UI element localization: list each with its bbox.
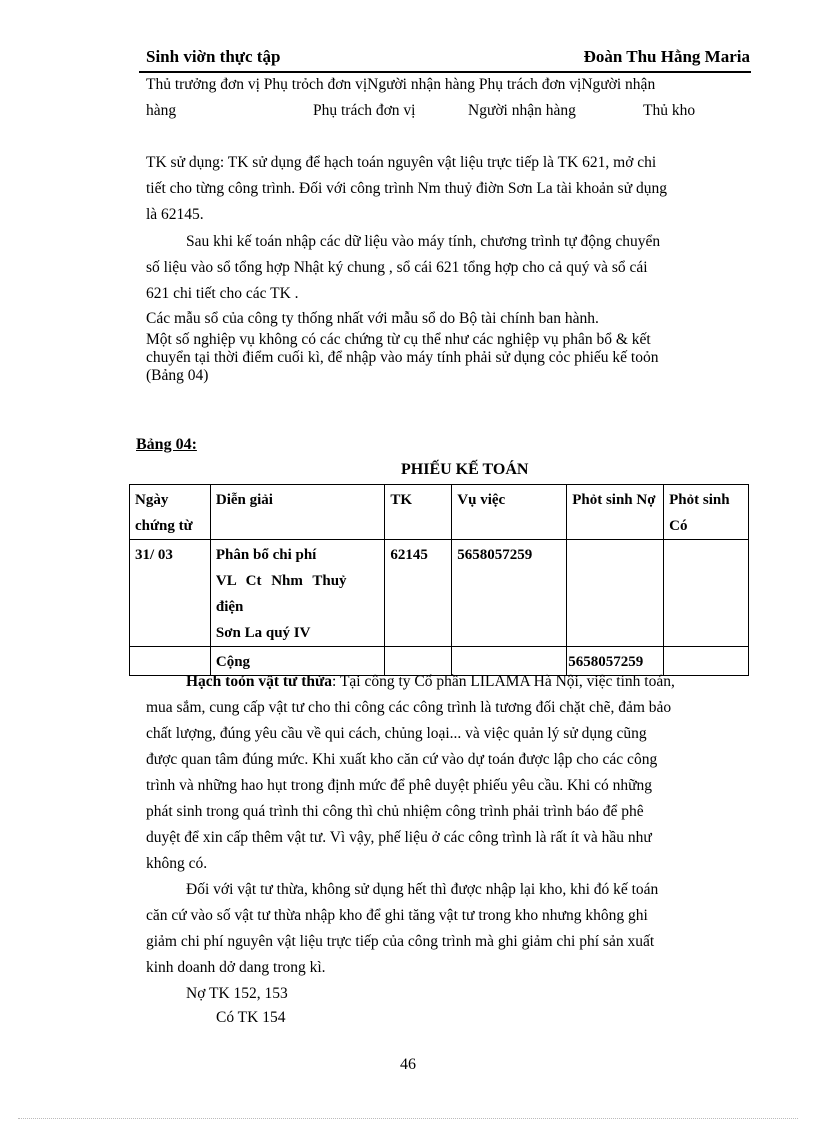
header-account: TK xyxy=(385,485,452,540)
paragraph-import-line-2: số liệu vào sổ tổng hợp Nhật ký chung , sổ cái 621 tổng hợp cho cả quý và sổ cái xyxy=(146,259,648,276)
signature-phu-trach: Phụ trách đơn vị xyxy=(313,102,416,119)
page-number: 46 xyxy=(400,1056,416,1073)
paragraph-import-line-1: Sau khi kế toán nhập các dữ liệu vào máy tính, chương trình tự động chuyển xyxy=(186,233,661,250)
section-surplus-first-rest: : Tại công ty Cổ phần LILAMA Hà Nội, việc tính toán, xyxy=(332,673,675,690)
header-credit: Phỏt sinh Có xyxy=(664,485,749,540)
header-debit: Phỏt sinh Nợ xyxy=(567,485,664,540)
cell-date: 31/ 03 xyxy=(130,540,211,647)
cell-account: 62145 xyxy=(385,540,452,647)
cell-case: 5658057259 xyxy=(452,540,567,647)
signature-line-1: Thủ trưởng đơn vị Phụ trỏch đơn vịNgười nhận hàng Phụ trách đơn vịNgười nhận xyxy=(146,76,656,93)
paragraph-forms: Các mẫu sổ của công ty thống nhất với mẫu sổ do Bộ tài chính ban hành. xyxy=(146,310,599,327)
section-surplus-para2-line: căn cứ vào số vật tư thừa nhập kho để ghi tăng vật tư trong kho nhưng không ghi xyxy=(146,907,648,924)
paragraph-vouchers-line-2: chuyển tại thời điểm cuối kì, để nhập vào máy tính phải sử dụng cỏc phiếu kế toỏn xyxy=(146,349,659,366)
section-surplus-para2-line: kinh doanh dở dang trong kì. xyxy=(146,959,326,976)
table-header-row xyxy=(130,485,749,540)
journal-entry-debit: Nợ TK 152, 153 xyxy=(186,985,288,1002)
header-rule xyxy=(139,71,751,73)
cell-total-debit: 5658057259 xyxy=(567,647,664,676)
paragraph-tk-line-1: TK sử dụng: TK sử dụng để hạch toán nguyên vật liệu trực tiếp là TK 621, mở chi xyxy=(146,154,657,171)
cell-credit xyxy=(664,540,749,647)
header-case: Vụ việc xyxy=(452,485,567,540)
signature-nguoi-nhan: Người nhận hàng xyxy=(468,102,576,119)
cell-total-label: Cộng xyxy=(210,647,385,676)
voucher-table xyxy=(129,484,749,676)
signature-thu-kho: Thủ kho xyxy=(643,102,696,119)
description-line: Phân bổ chi phí xyxy=(215,547,317,563)
table-title: PHIẾU KẾ TOÁN xyxy=(401,461,529,478)
paragraph-tk-line-3: là 62145. xyxy=(146,206,204,223)
section-surplus-para2-line: giảm chi phí nguyên vật liệu trực tiếp của công trình mà ghi giảm chi phí sản xuất xyxy=(146,933,655,950)
cell-description xyxy=(210,540,385,647)
journal-entry-credit: Có TK 154 xyxy=(216,1009,286,1026)
description-line: VL Ct Nhm Thuỷ xyxy=(215,573,347,589)
bottom-dotted-rule xyxy=(18,1118,798,1119)
cell-debit xyxy=(567,540,664,647)
header-description: Diễn giải xyxy=(210,485,385,540)
section-surplus-line: không có. xyxy=(146,855,208,872)
header-right: Đoàn Thu Hằng Maria xyxy=(583,47,750,66)
description-line: Sơn La quý IV xyxy=(215,625,311,641)
section-surplus-line: mua sắm, cung cấp vật tư cho thi công các công trình là tương đối chặt chẽ, đảm bảo xyxy=(146,699,672,716)
paragraph-tk-line-2: tiết cho từng công trình. Đối với công trình Nm thuỷ điờn Sơn La tài khoản sử dụng xyxy=(146,180,667,197)
paragraph-vouchers-line-3: (Bảng 04) xyxy=(146,367,209,384)
description-line: điện xyxy=(215,599,244,615)
table-caption: Bảng 04: xyxy=(136,436,197,453)
paragraph-vouchers-line-1: Một số nghiệp vụ không có các chứng từ cụ thể như các nghiệp vụ phân bổ & kết xyxy=(146,331,651,348)
section-surplus-title: Hạch toỏn vật tư thừa xyxy=(186,673,333,690)
header-left: Sinh viờn thực tập xyxy=(146,47,281,66)
table-row xyxy=(130,540,749,647)
cell-empty xyxy=(664,647,749,676)
section-surplus-para2-line: Đối với vật tư thừa, không sử dụng hết thì được nhập lại kho, khi đó kế toán xyxy=(186,881,659,898)
section-surplus-line: chất lượng, đúng yêu cầu về qui cách, chủng loại... và việc quản lý sử dụng cũng xyxy=(146,725,647,742)
section-surplus-line: phát sinh trong quá trình thi công thì chủ nhiệm công trình phải trình báo để phê xyxy=(146,803,644,820)
section-surplus-first-line xyxy=(186,669,675,695)
section-surplus-line: được quan tâm đúng mức. Khi xuất kho căn cứ vào dự toán được lập cho các công xyxy=(146,751,658,768)
section-surplus-line: trình và những hao hụt trong định mức để phê duyệt phiếu yêu cầu. Khi có những xyxy=(146,777,653,794)
signature-hang: hàng xyxy=(146,102,177,119)
paragraph-import-line-3: 621 chi tiết cho các TK . xyxy=(146,285,299,302)
header-date: Ngày chứng từ xyxy=(130,485,211,540)
section-surplus-line: duyệt để xin cấp thêm vật tư. Vì vậy, phế liệu ở các công trình là rất ít và hầu như xyxy=(146,829,652,846)
